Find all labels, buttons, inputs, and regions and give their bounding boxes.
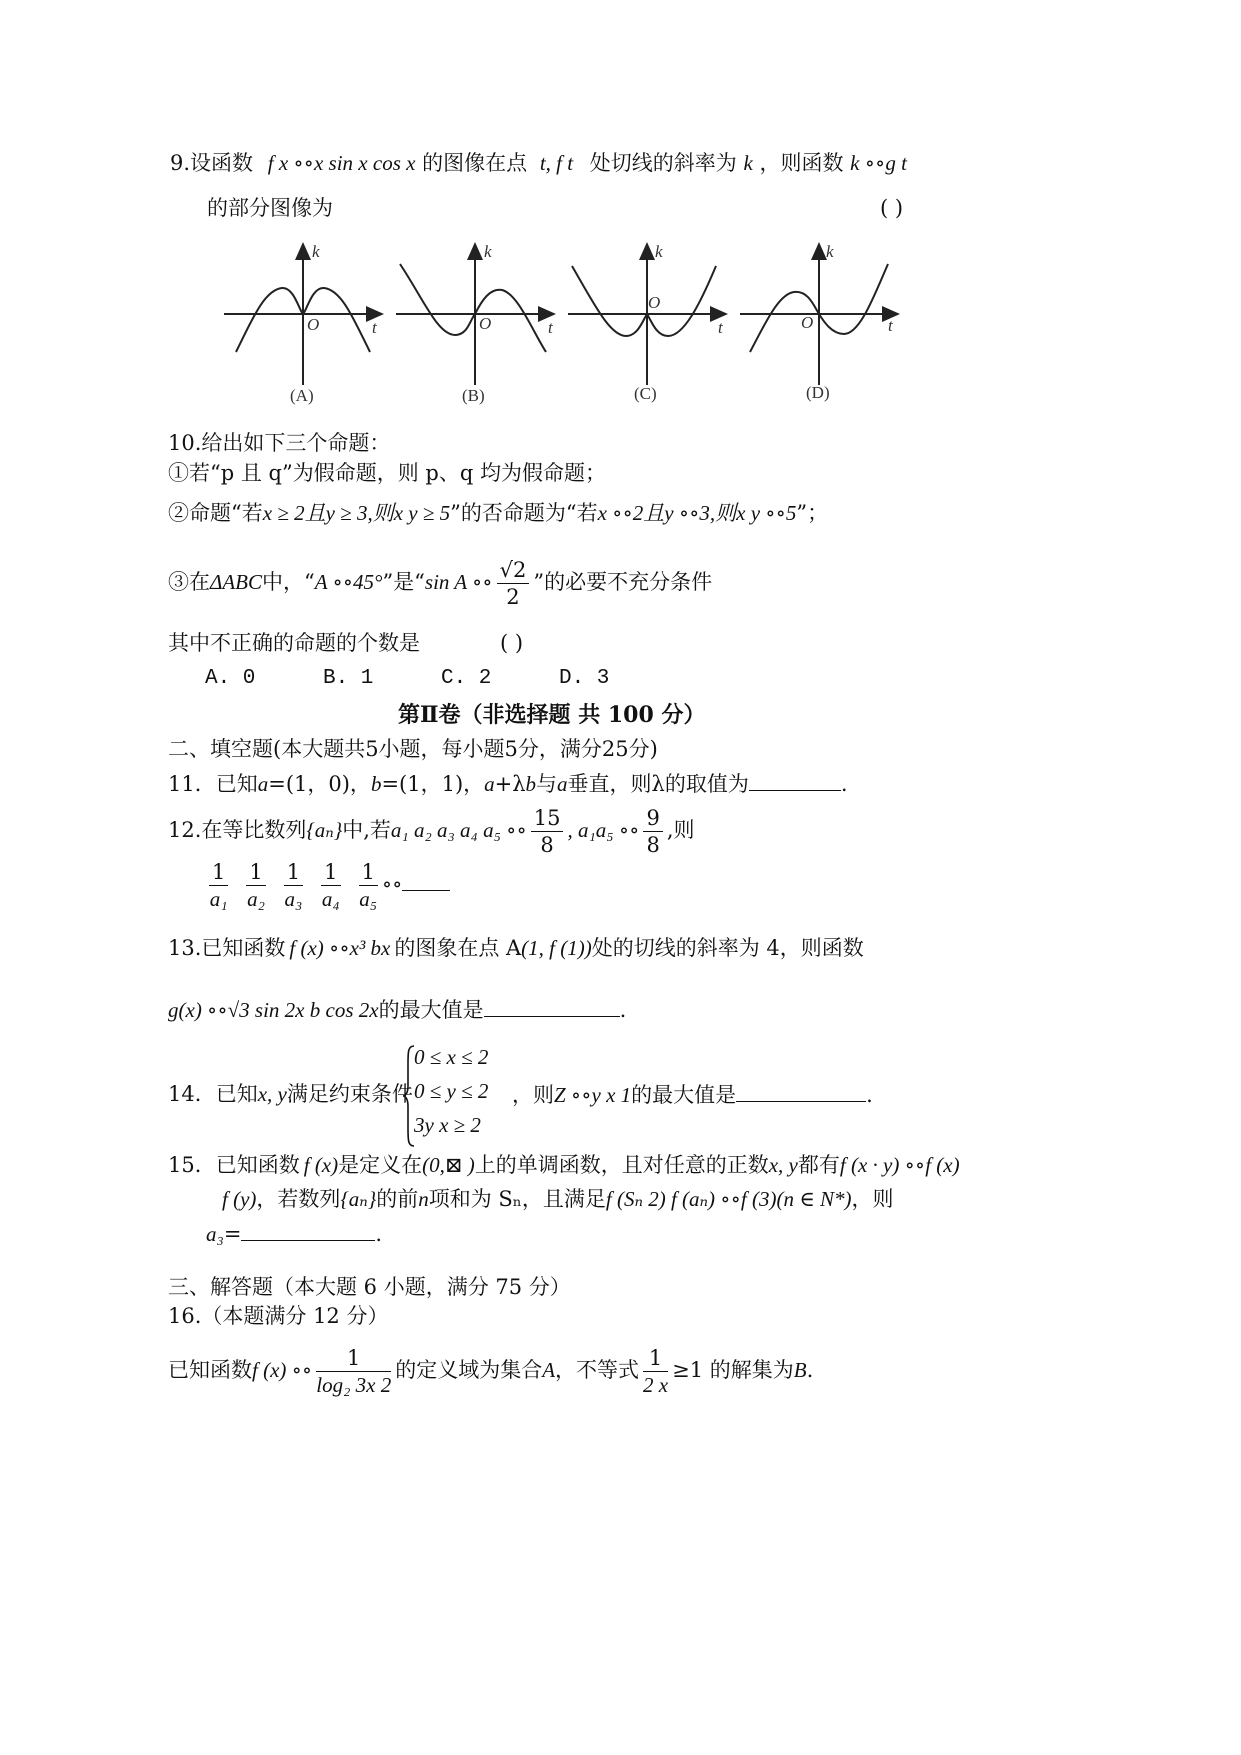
q10-paren <box>500 628 523 658</box>
q16-header: 16.（本题满分 12 分） <box>168 1304 389 1328</box>
q10-item3-end: ”的必要不充分条件 <box>533 570 713 594</box>
q10-title <box>168 428 390 458</box>
answer-bracket: ( ) <box>500 631 524 655</box>
q15-dot: . <box>375 1222 383 1246</box>
q15-f: f (x) <box>303 1153 339 1177</box>
q10-item2-mid: ”的否命题为“若 <box>450 501 598 525</box>
q11-t4: 与 <box>536 772 558 796</box>
constraint-3: 3y x ≥ 2 <box>414 1113 481 1137</box>
q13-g: g(x) ∘∘√3 sin 2x b cos 2x <box>168 998 379 1022</box>
answer-bracket: ( ) <box>880 196 904 220</box>
q16-mid2: ，不等式 <box>555 1358 640 1382</box>
constraint-2: 0 ≤ y ≤ 2 <box>414 1079 489 1103</box>
q9-graphs <box>222 240 902 410</box>
section2-part <box>168 734 658 764</box>
q11 <box>168 768 848 799</box>
q12-recip-4 <box>321 859 340 912</box>
q9-point: t, f t <box>539 151 574 175</box>
q11-b: b <box>370 772 382 796</box>
q11-end: . <box>840 772 848 796</box>
q15-cond: f (Sₙ 2) f (aₙ) ∘∘f (3)(n ∈ N*) <box>605 1187 852 1211</box>
q10-title-text: 10.给出如下三个命题： <box>168 431 391 455</box>
q15-l2c: 项和为 Sₙ，且满足 <box>428 1187 606 1211</box>
q15-l2a: ，若数列 <box>256 1187 341 1211</box>
q9-text-2: 处切线的斜率为 <box>589 151 737 175</box>
q15-l2b: 的前 <box>376 1187 419 1211</box>
graph-d-t-label: t <box>888 316 893 335</box>
answer-blank[interactable] <box>402 868 450 891</box>
q11-t2: =(1，1)， <box>381 772 485 796</box>
q9-line1 <box>170 148 907 178</box>
graph-b <box>396 244 554 385</box>
q10-question-text: 其中不正确的命题的个数是 <box>168 631 420 655</box>
q13-pre: 13.已知函数 <box>168 936 286 960</box>
q14-dot: . <box>866 1083 873 1107</box>
q12-pre: 12.在等比数列 <box>168 818 307 842</box>
q10-item3-mid2: ”是“ <box>382 570 425 594</box>
q13-g-end: 的最大值是 <box>378 998 484 1022</box>
q12-recip-3 <box>284 859 303 912</box>
graph-b-t-label: t <box>548 318 553 337</box>
q14-pre: 14．已知 <box>168 1082 258 1106</box>
answer-blank[interactable] <box>749 768 841 791</box>
q14-after: ，则 <box>512 1083 554 1107</box>
graph-a <box>224 244 382 385</box>
q9-number: 9.设函数 <box>170 151 254 175</box>
fraction-denominator: 2 <box>506 585 520 609</box>
q12-frac2 <box>643 805 662 858</box>
section3-q16 <box>168 1301 388 1331</box>
q14-line <box>168 1079 413 1109</box>
graph-d-k-label: k <box>826 242 834 261</box>
q9-text-3: ，则函数 <box>759 151 844 175</box>
q10-item3-triangle: ΔABC <box>210 570 262 594</box>
fraction-denominator: log₂ 3x 2 <box>316 1373 392 1397</box>
q10-item3-fraction <box>497 557 530 610</box>
q15-fy: f (y) <box>222 1187 257 1211</box>
q14-mid: 满足约束条件 <box>286 1082 413 1106</box>
q12-line2 <box>205 858 450 912</box>
q12-prod: , a₁a₅ ∘∘ <box>567 818 640 842</box>
graph-c-origin: O <box>648 293 661 312</box>
q12-mid: 中,若 <box>342 818 391 842</box>
section3-part <box>168 1272 571 1302</box>
section2-heading-text: 第Ⅱ卷（非选择题 共 100 分） <box>398 702 706 728</box>
q10-item2-negation: x ∘∘2且y ∘∘3,则x y ∘∘5 <box>597 501 797 525</box>
fraction-denominator: a₁ <box>209 887 228 911</box>
q13-mid: 的图象在点 A <box>394 936 522 960</box>
q10-question <box>168 628 420 658</box>
graph-b-label: (B) <box>462 386 485 405</box>
q13-point: (1, f (1)) <box>521 936 592 960</box>
option-a: A. 0 <box>205 667 256 690</box>
q16-pre: 已知函数 <box>168 1358 252 1382</box>
q15-l2end: ，则 <box>851 1187 894 1211</box>
q9-text-4: 的部分图像为 <box>207 196 333 220</box>
q13-end: 处的切线的斜率为 4，则函数 <box>591 936 864 960</box>
answer-blank[interactable] <box>736 1079 866 1102</box>
q10-item3-mid: 中，“ <box>262 570 315 594</box>
q11-t3: +λ <box>494 772 526 796</box>
q10-item3 <box>168 556 712 610</box>
q12-end: ,则 <box>666 818 695 842</box>
q10-item2 <box>168 498 828 528</box>
section2-part-text: 二、填空题(本大题共5小题，每小题5分，满分25分) <box>168 737 658 761</box>
graph-a-origin: O <box>307 315 320 334</box>
q9-line2 <box>207 193 333 223</box>
option-d: D. 3 <box>559 667 610 690</box>
q13-dot: . <box>619 998 627 1022</box>
q13-func: f (x) ∘∘x³ bx <box>289 936 391 960</box>
q15-mid2: 上的单调函数，且对任意的正数 <box>474 1153 769 1177</box>
graph-b-origin: O <box>479 314 492 333</box>
q15-domain: (0,⊠ ) <box>422 1153 475 1177</box>
q12-sum: a₁ a₂ a₃ a₄ a₅ ∘∘ <box>390 818 527 842</box>
q16-fraction <box>316 1345 391 1398</box>
q10-item1 <box>168 458 606 488</box>
q15-mid: 是定义在 <box>338 1153 423 1177</box>
fraction-numerator: 1 <box>209 859 228 886</box>
q10-item3-pre: ③在 <box>168 570 210 594</box>
fraction-numerator: √2 <box>497 557 530 584</box>
q11-a2: a <box>484 772 495 796</box>
option-b: B. 1 <box>323 667 374 690</box>
q11-a: a <box>257 772 269 796</box>
q15-eq: f (x · y) ∘∘f (x) <box>839 1153 960 1177</box>
q12-seq: {aₙ} <box>306 818 343 842</box>
fraction-numerator: 15 <box>531 805 564 832</box>
q15-eq-sign: = <box>223 1222 242 1246</box>
q16-B: B <box>793 1358 807 1382</box>
q15-line2 <box>222 1184 894 1214</box>
q10-options <box>205 664 609 694</box>
graph-a-t-label: t <box>372 318 377 337</box>
graph-a-label: (A) <box>290 386 314 405</box>
section2-heading <box>398 700 705 730</box>
fraction-denominator: a₅ <box>359 887 378 911</box>
q10-item2-end: ”； <box>796 501 829 525</box>
fraction-numerator: 1 <box>359 859 378 886</box>
q15-seq: {aₙ} <box>340 1187 377 1211</box>
fraction-numerator: 1 <box>246 859 265 886</box>
q16-end: . <box>806 1358 814 1382</box>
q16-ge: ≥1 的解集为 <box>672 1358 794 1382</box>
graph-c-t-label: t <box>718 318 723 337</box>
q16-A: A <box>542 1358 556 1382</box>
fraction-denominator: a₃ <box>284 887 303 911</box>
q9-expr: k ∘∘g t <box>850 151 907 175</box>
q14-end: 的最大值是 <box>631 1083 737 1107</box>
graph-d-origin: O <box>801 313 814 332</box>
q9-k: k <box>743 151 753 175</box>
q11-a3: a <box>557 772 568 796</box>
graph-d-label: (D) <box>806 383 830 402</box>
fraction-denominator: a₂ <box>247 887 265 911</box>
q16-fraction-2 <box>643 1345 668 1398</box>
answer-blank[interactable] <box>484 994 620 1017</box>
q15-pre: 15．已知函数 <box>168 1153 300 1177</box>
q14-vars: x, y <box>257 1082 287 1106</box>
graph-a-k-label: k <box>312 242 320 261</box>
q11-t1: =(1，0)， <box>268 772 371 796</box>
q10-item2-condition: x ≥ 2且y ≥ 3,则x y ≥ 5 <box>262 501 451 525</box>
q10-item3-sin: sin A ∘∘ <box>424 570 493 594</box>
q15-xy: x, y <box>768 1153 798 1177</box>
q12-recip-1 <box>209 859 228 912</box>
q13-line1 <box>168 933 864 963</box>
fraction-denominator: 8 <box>540 833 554 857</box>
q15-line1 <box>168 1150 960 1180</box>
fraction-denominator: a₄ <box>321 887 340 911</box>
option-c: C. 2 <box>441 667 492 690</box>
q9-function: f x ∘∘x sin x cos x <box>267 151 416 175</box>
q12-line1 <box>168 804 695 858</box>
graph-c <box>568 244 726 385</box>
q10-item1-text: ①若“p 且 q”为假命题，则 p、q 均为假命题； <box>168 461 606 485</box>
graph-d <box>740 244 898 385</box>
q16-line <box>168 1342 813 1398</box>
fraction-numerator: 1 <box>284 859 303 886</box>
q15-mid3: 都有 <box>797 1153 840 1177</box>
graph-c-label: (C) <box>634 384 657 403</box>
q14-tail <box>512 1079 873 1110</box>
fraction-denominator: 8 <box>646 833 660 857</box>
constraint-1: 0 ≤ x ≤ 2 <box>414 1045 489 1069</box>
answer-blank[interactable] <box>241 1218 375 1241</box>
q9-answer-paren <box>880 193 903 223</box>
q12-recip-2 <box>246 859 265 912</box>
fraction-numerator: 1 <box>316 1345 391 1372</box>
q10-item3-angle: A ∘∘45° <box>314 570 383 594</box>
q15-a3: a₃ <box>206 1222 224 1246</box>
fraction-numerator: 9 <box>643 805 662 832</box>
fraction-denominator: 2 x <box>643 1373 669 1397</box>
q12-eq: ∘∘ <box>381 872 403 896</box>
q11-t5: 垂直，则λ的取值为 <box>567 772 749 796</box>
q10-item2-pre: ②命题“若 <box>168 501 263 525</box>
graph-b-k-label: k <box>484 242 492 261</box>
q16-f: f (x) ∘∘ <box>252 1358 313 1382</box>
q11-b2: b <box>525 772 537 796</box>
q15-line3 <box>206 1218 382 1249</box>
q16-mid: 的定义域为集合 <box>395 1358 543 1382</box>
q13-line2 <box>168 994 626 1025</box>
q11-pre: 11．已知 <box>168 772 258 796</box>
q15-n: n <box>418 1187 429 1211</box>
q9-text: 的图像在点 <box>422 151 528 175</box>
q14-z: Z ∘∘y x 1 <box>554 1083 632 1107</box>
section3-part-text: 三、解答题（本大题 6 小题，满分 75 分） <box>168 1275 571 1299</box>
q12-recip-5 <box>359 859 378 912</box>
fraction-numerator: 1 <box>643 1345 668 1372</box>
graph-c-k-label: k <box>655 242 663 261</box>
q12-frac1 <box>531 805 564 858</box>
fraction-numerator: 1 <box>321 859 340 886</box>
